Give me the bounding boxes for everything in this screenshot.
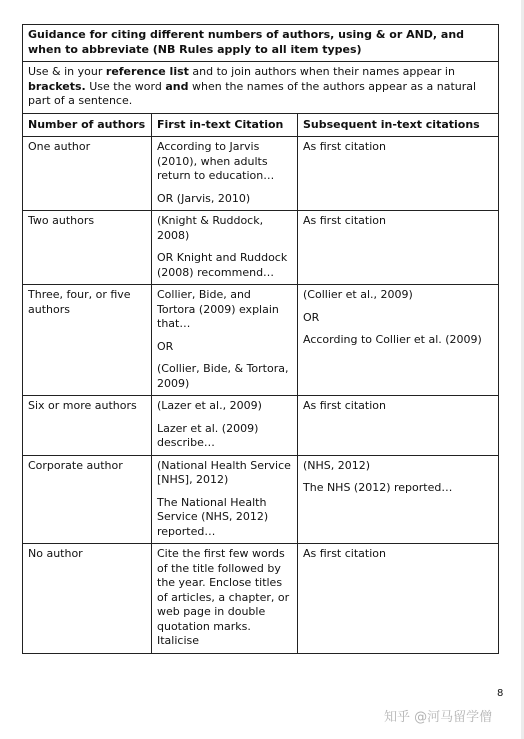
citation-text: (Lazer et al., 2009) [157,399,262,412]
intro-bold-brackets: brackets. [28,79,86,93]
intro-segment: when the names of the authors appear as a natural part of a sentence. [28,79,477,107]
table-row [23,211,499,285]
intro-text [23,62,499,114]
subsequent-citation-cell [298,211,499,285]
row-label: No author [23,544,152,654]
first-citation-cell [152,285,298,396]
first-citation-cell [152,396,298,456]
title-row [23,25,499,62]
citation-text: As first citation [303,547,386,560]
citation-text: Cite the first few words of the title followed by the year. Enclose titles of articles, a chapter, or web page in double quotation marks. Italicise [157,547,290,647]
citation-text: (Collier, Bide, & Tortora, 2009) [157,362,289,390]
citation-text: (Knight & Ruddock, 2008) [157,214,264,242]
citation-guidance-table [22,24,499,654]
citation-text: (National Health Service [NHS], 2012) [157,458,291,486]
citation-text: Lazer et al. (2009) describe… [157,421,259,449]
subsequent-citation-cell [298,137,499,211]
header-first-citation: First in-text Citation [152,113,298,137]
header-row [23,113,499,137]
citation-text: Collier, Bide, and Tortora (2009) explain that… [157,288,279,330]
row-label: Two authors [23,211,152,285]
intro-row [23,62,499,114]
row-label: Three, four, or five authors [23,285,152,396]
citation-text: As first citation [303,399,386,412]
citation-text: OR Knight and Ruddock (2008) recommend… [157,251,288,279]
citation-text: OR [303,310,320,324]
row-label: One author [23,137,152,211]
intro-segment: Use & in your [28,65,106,78]
row-label: Corporate author [23,455,152,544]
intro-segment: Use the word [85,79,166,93]
intro-bold-reference-list: reference list [105,65,189,78]
citation-text: According to Collier et al. (2009) [303,333,482,346]
intro-segment: and to join authors when their names appear in [188,65,455,78]
page-number: 8 [497,688,504,699]
table-row [23,396,499,456]
table-row [23,455,499,544]
citation-text: The NHS (2012) reported… [303,481,453,494]
table-row [23,544,499,654]
citation-text: As first citation [303,214,386,227]
citation-text: (NHS, 2012) [303,458,371,472]
subsequent-citation-cell [298,455,499,544]
row-label: Six or more authors [23,396,152,456]
citation-text: The National Health Service (NHS, 2012) reported… [157,495,269,538]
table-row [23,285,499,396]
first-citation-cell [152,137,298,211]
table-title: Guidance for citing different numbers of authors, using & or AND, and when to abbreviate (NB Rules apply to all item types) [23,25,499,62]
subsequent-citation-cell [298,396,499,456]
first-citation-cell [152,455,298,544]
subsequent-citation-cell [298,285,499,396]
header-subsequent-citations: Subsequent in-text citations [298,113,499,137]
table-row [23,137,499,211]
citation-text: According to Jarvis (2010), when adults return to education… [157,140,275,182]
first-citation-cell [152,544,298,654]
citation-text: As first citation [303,140,386,153]
subsequent-citation-cell [298,544,499,654]
intro-bold-and: and [165,79,189,93]
watermark: 知乎 @河马留学僧 [384,710,493,725]
first-citation-cell [152,211,298,285]
citation-text: OR (Jarvis, 2010) [157,191,251,205]
citation-text: OR [157,339,174,353]
citation-text: (Collier et al., 2009) [303,288,413,301]
header-number-of-authors: Number of authors [23,113,152,137]
